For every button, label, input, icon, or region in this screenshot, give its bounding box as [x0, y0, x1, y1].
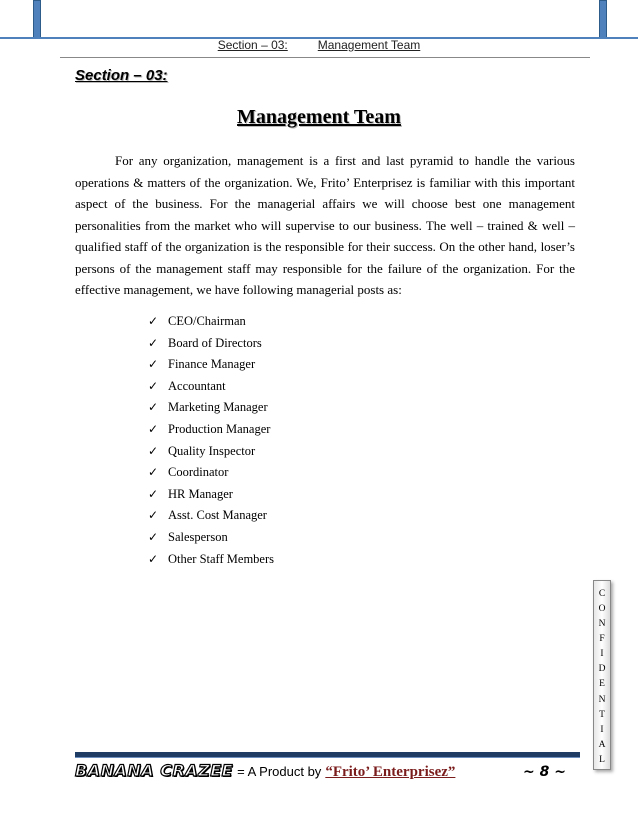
footer-rule — [75, 752, 580, 758]
confidential-letter: N — [598, 694, 606, 705]
post-label: Other Staff Members — [168, 551, 274, 566]
footer — [75, 761, 580, 785]
checkmark-icon: ✓ — [148, 551, 159, 566]
post-label: Finance Manager — [168, 357, 256, 372]
page-number: ~ 8 ~ — [523, 764, 566, 780]
post-label: Asst. Cost Manager — [168, 508, 267, 523]
running-header-title: Management Team — [317, 38, 421, 52]
post-label: Accountant — [168, 378, 226, 393]
posts-list — [148, 311, 274, 570]
confidential-letter: F — [599, 634, 605, 645]
checkmark-icon: ✓ — [148, 378, 159, 393]
checkmark-icon: ✓ — [148, 486, 159, 501]
post-label: Quality Inspector — [168, 443, 256, 458]
footer-tagline: = A Product by — [237, 764, 322, 779]
running-header — [0, 38, 638, 52]
post-label: Salesperson — [168, 529, 228, 544]
confidential-letter: L — [599, 754, 605, 765]
post-list-item — [148, 505, 274, 527]
post-label: Marketing Manager — [168, 400, 268, 415]
checkmark-icon: ✓ — [148, 508, 159, 523]
checkmark-icon: ✓ — [148, 314, 159, 328]
confidential-letter: N — [598, 619, 606, 630]
post-list-item — [148, 354, 274, 376]
confidential-letter: E — [599, 679, 605, 690]
post-label: CEO/Chairman — [168, 314, 246, 328]
checkmark-icon: ✓ — [148, 400, 159, 415]
checkmark-icon: ✓ — [148, 443, 159, 458]
post-label: Board of Directors — [168, 335, 262, 350]
checkmark-icon: ✓ — [148, 357, 159, 372]
post-list-item — [148, 441, 274, 463]
page-title: Management Team — [237, 106, 401, 128]
confidential-letter: A — [598, 739, 606, 750]
confidential-letter: I — [600, 724, 604, 735]
header-corner-bar-right — [599, 0, 607, 38]
running-header-section: Section – 03: — [217, 38, 288, 52]
confidential-letter: I — [600, 649, 604, 660]
post-list-item — [148, 419, 274, 441]
post-label: Coordinator — [168, 465, 229, 480]
post-label: HR Manager — [168, 486, 233, 501]
post-label: Production Manager — [168, 421, 271, 436]
confidential-letter: D — [598, 664, 606, 675]
post-list-item — [148, 462, 274, 484]
body-paragraph: For any organization, management is a first and last pyramid to handle the various operations & matters of the organization. We, Frito’ Enterprisez is familiar with this important aspect of the business. For the managerial affairs we will choose best one management personalities from the market who will supervise to our business. The well – trained & well – qualified staff of the organization is the responsible for their success. On the other hand, loser’s persons of the management staff may responsible for the failure of the organization. For the effective management, we have following managerial posts as: — [75, 153, 575, 297]
header-divider — [60, 57, 590, 58]
post-list-item — [148, 484, 274, 506]
checkmark-icon: ✓ — [148, 335, 159, 350]
checkmark-icon: ✓ — [148, 465, 159, 480]
footer-brand: BANANA CRAZEE — [75, 761, 234, 780]
post-list-item — [148, 397, 274, 419]
checkmark-icon: ✓ — [148, 529, 159, 544]
post-list-item — [148, 333, 274, 355]
confidential-letter: O — [598, 604, 606, 615]
post-list-item — [148, 311, 274, 333]
header-corner-bar-left — [33, 0, 41, 38]
confidential-letter: T — [599, 709, 605, 720]
post-list-item — [148, 527, 274, 549]
post-list-item — [148, 376, 274, 398]
section-heading: Section – 03: — [75, 67, 168, 84]
footer-company: “Frito’ Enterprisez” — [325, 764, 456, 780]
confidential-letter: C — [598, 589, 606, 599]
checkmark-icon: ✓ — [148, 421, 159, 436]
post-list-item — [148, 549, 274, 571]
confidential-label — [593, 580, 611, 770]
